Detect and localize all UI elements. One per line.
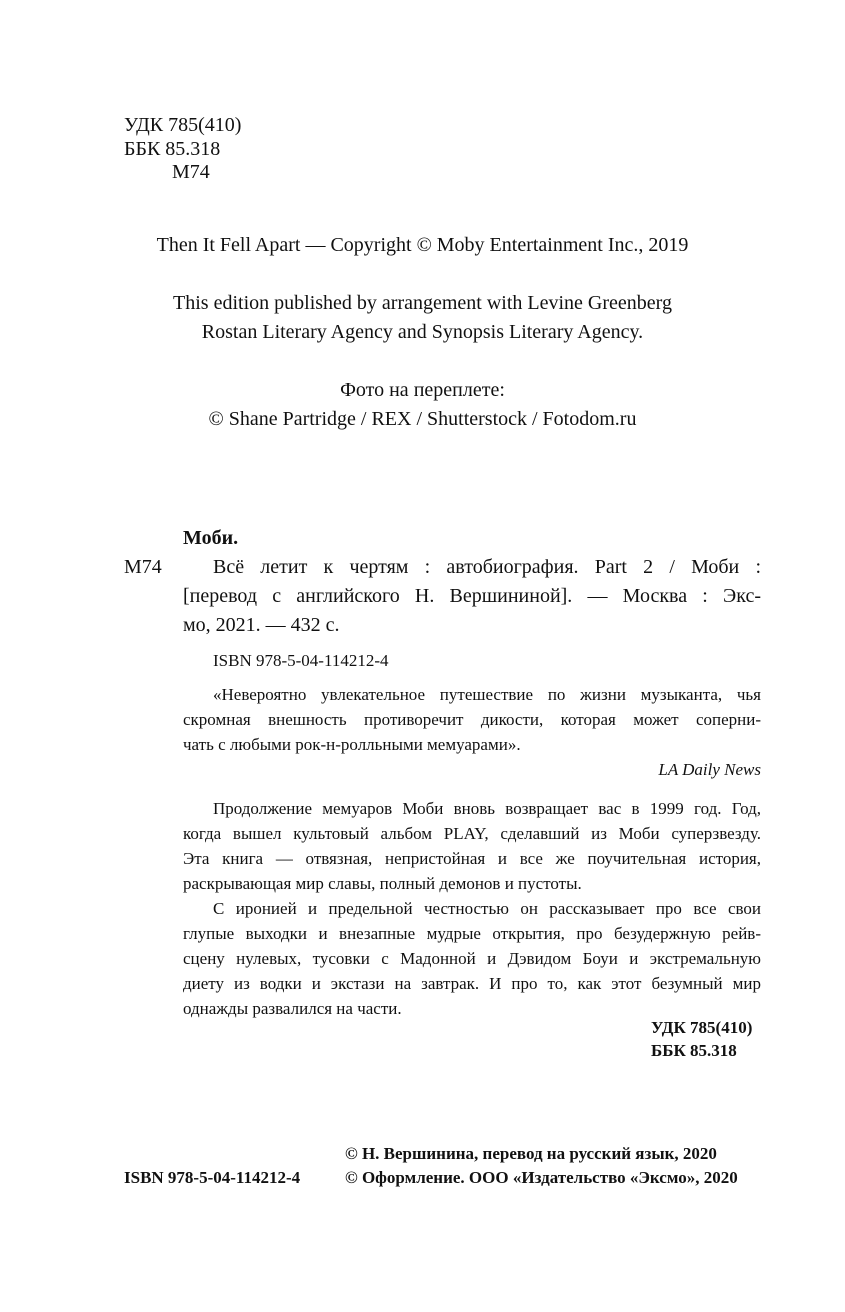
bbk-code: ББК 85.318: [124, 138, 221, 160]
quote-line2: скромная внешность противоречит дикости, которая может соперни-: [183, 710, 761, 729]
annotation-udk: УДК 785(410): [651, 1018, 753, 1037]
footer-translation-copyright: © Н. Вершинина, перевод на русский язык, 2020: [345, 1144, 717, 1163]
annotation-p2-line2: глупые выходки и внезапные мудрые открытия, про безудержную рейв-: [183, 924, 761, 943]
annotation-p2-line5: однажды развалился на части.: [183, 999, 402, 1018]
annotation-p1-line2: когда вышел культовый альбом PLAY, сделавший из Моби суперзвезду.: [183, 824, 761, 843]
author-mark: М74: [172, 161, 210, 183]
annotation-p2-line3: сцену нулевых, тусовки с Мадонной и Дэвидом Боуи и экстремальную: [183, 949, 761, 968]
footer-isbn: ISBN 978-5-04-114212-4: [124, 1168, 301, 1187]
annotation-p1-line1: Продолжение мемуаров Моби вновь возвращает вас в 1999 год. Год,: [213, 799, 761, 818]
annotation-p1-line3: Эта книга — отвязная, непристойная и все же поучительная история,: [183, 849, 761, 868]
original-copyright: Then It Fell Apart — Copyright © Moby Entertainment Inc., 2019: [156, 234, 689, 256]
catalog-mark: М74: [124, 556, 162, 578]
edition-notice-line2: Rostan Literary Agency and Synopsis Literary Agency.: [201, 321, 644, 343]
catalog-desc-line1: Всё летит к чертям : автобиография. Part 2 / Моби :: [213, 556, 761, 578]
catalog-isbn: ISBN 978-5-04-114212-4: [213, 651, 389, 670]
cover-photo-label: Фото на переплете:: [340, 379, 505, 401]
udk-code: УДК 785(410): [124, 114, 242, 136]
annotation-p2-line4: диету из водки и экстази на завтрак. И про то, как этот безумный мир: [183, 974, 761, 993]
annotation-p1-line4: раскрывающая мир славы, полный демонов и пустоты.: [183, 874, 582, 893]
catalog-desc-line2: [перевод с английского Н. Вершининой]. — Москва : Экс-: [183, 585, 761, 607]
cover-photo-credit: © Shane Partridge / REX / Shutterstock / Fotodom.ru: [208, 408, 637, 430]
quote-source: LA Daily News: [658, 760, 761, 779]
annotation-bbk: ББК 85.318: [651, 1041, 737, 1060]
catalog-desc-line3: мо, 2021. — 432 с.: [183, 614, 340, 636]
quote-line1: «Невероятно увлекательное путешествие по жизни музыканта, чья: [213, 685, 761, 704]
catalog-author: Моби.: [183, 527, 239, 549]
edition-notice-line1: This edition published by arrangement with Levine Greenberg: [173, 292, 672, 314]
quote-line3: чать с любыми рок-н-ролльными мемуарами».: [183, 735, 521, 754]
annotation-p2-line1: С иронией и предельной честностью он рассказывает про все свои: [213, 899, 761, 918]
footer-design-copyright: © Оформление. ООО «Издательство «Эксмо», 2020: [345, 1168, 738, 1187]
